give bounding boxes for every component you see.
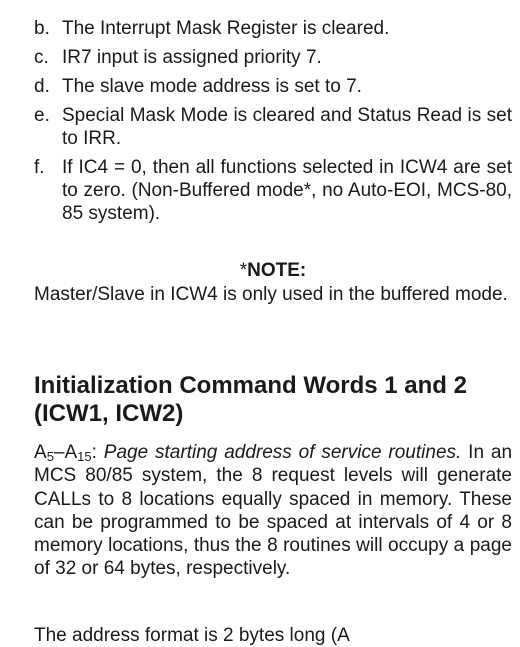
list-item <box>34 104 512 150</box>
list-item-text: The slave mode address is set to 7. <box>62 76 362 97</box>
section-heading: Initialization Command Words 1 and 2 (ICW1, ICW2) <box>34 372 467 427</box>
address-bits-label: $A_5-A_{15}$: <box>34 442 97 464</box>
note-asterisk: * <box>239 260 248 281</box>
list-item <box>34 156 512 225</box>
cut-off-line: The address format is 2 bytes long (A <box>34 625 350 646</box>
paragraph-body: In an MCS 80/85 system, the 8 request levels will generate CALLs to 8 locations equally spaced in memory. These can be programmed to be spaced at intervals of 4 or 8 memory locations, thus the 8 routines will occupy a page of 32 or 64 bytes, respectively. <box>34 442 513 580</box>
list-item-text: The Interrupt Mask Register is cleared. <box>62 18 390 39</box>
list-marker: e. <box>34 105 50 126</box>
list-marker: d. <box>34 76 50 97</box>
reset-effects-list <box>34 17 512 231</box>
list-marker: b. <box>34 18 50 39</box>
list-item-text: Special Mask Mode is cleared and Status Read is set to IRR. <box>62 105 512 149</box>
list-item <box>34 46 512 69</box>
list-marker: c. <box>34 47 49 68</box>
list-item <box>34 17 512 40</box>
list-item <box>34 75 512 98</box>
list-item-text: IR7 input is assigned priority 7. <box>62 47 322 68</box>
note-text: Master/Slave in ICW4 is only used in the buffered mode. <box>34 284 508 305</box>
note-heading <box>34 259 512 282</box>
section-paragraph <box>34 441 512 581</box>
address-bits-description: Page starting address of service routines. <box>103 442 462 463</box>
list-marker: f. <box>34 157 45 178</box>
note-label: NOTE: <box>247 260 307 281</box>
list-item-text: If IC4 = 0, then all functions selected in ICW4 are set to zero. (Non-Buffered mode*, no Auto-EOI, MCS-80, 85 system). <box>62 157 512 224</box>
